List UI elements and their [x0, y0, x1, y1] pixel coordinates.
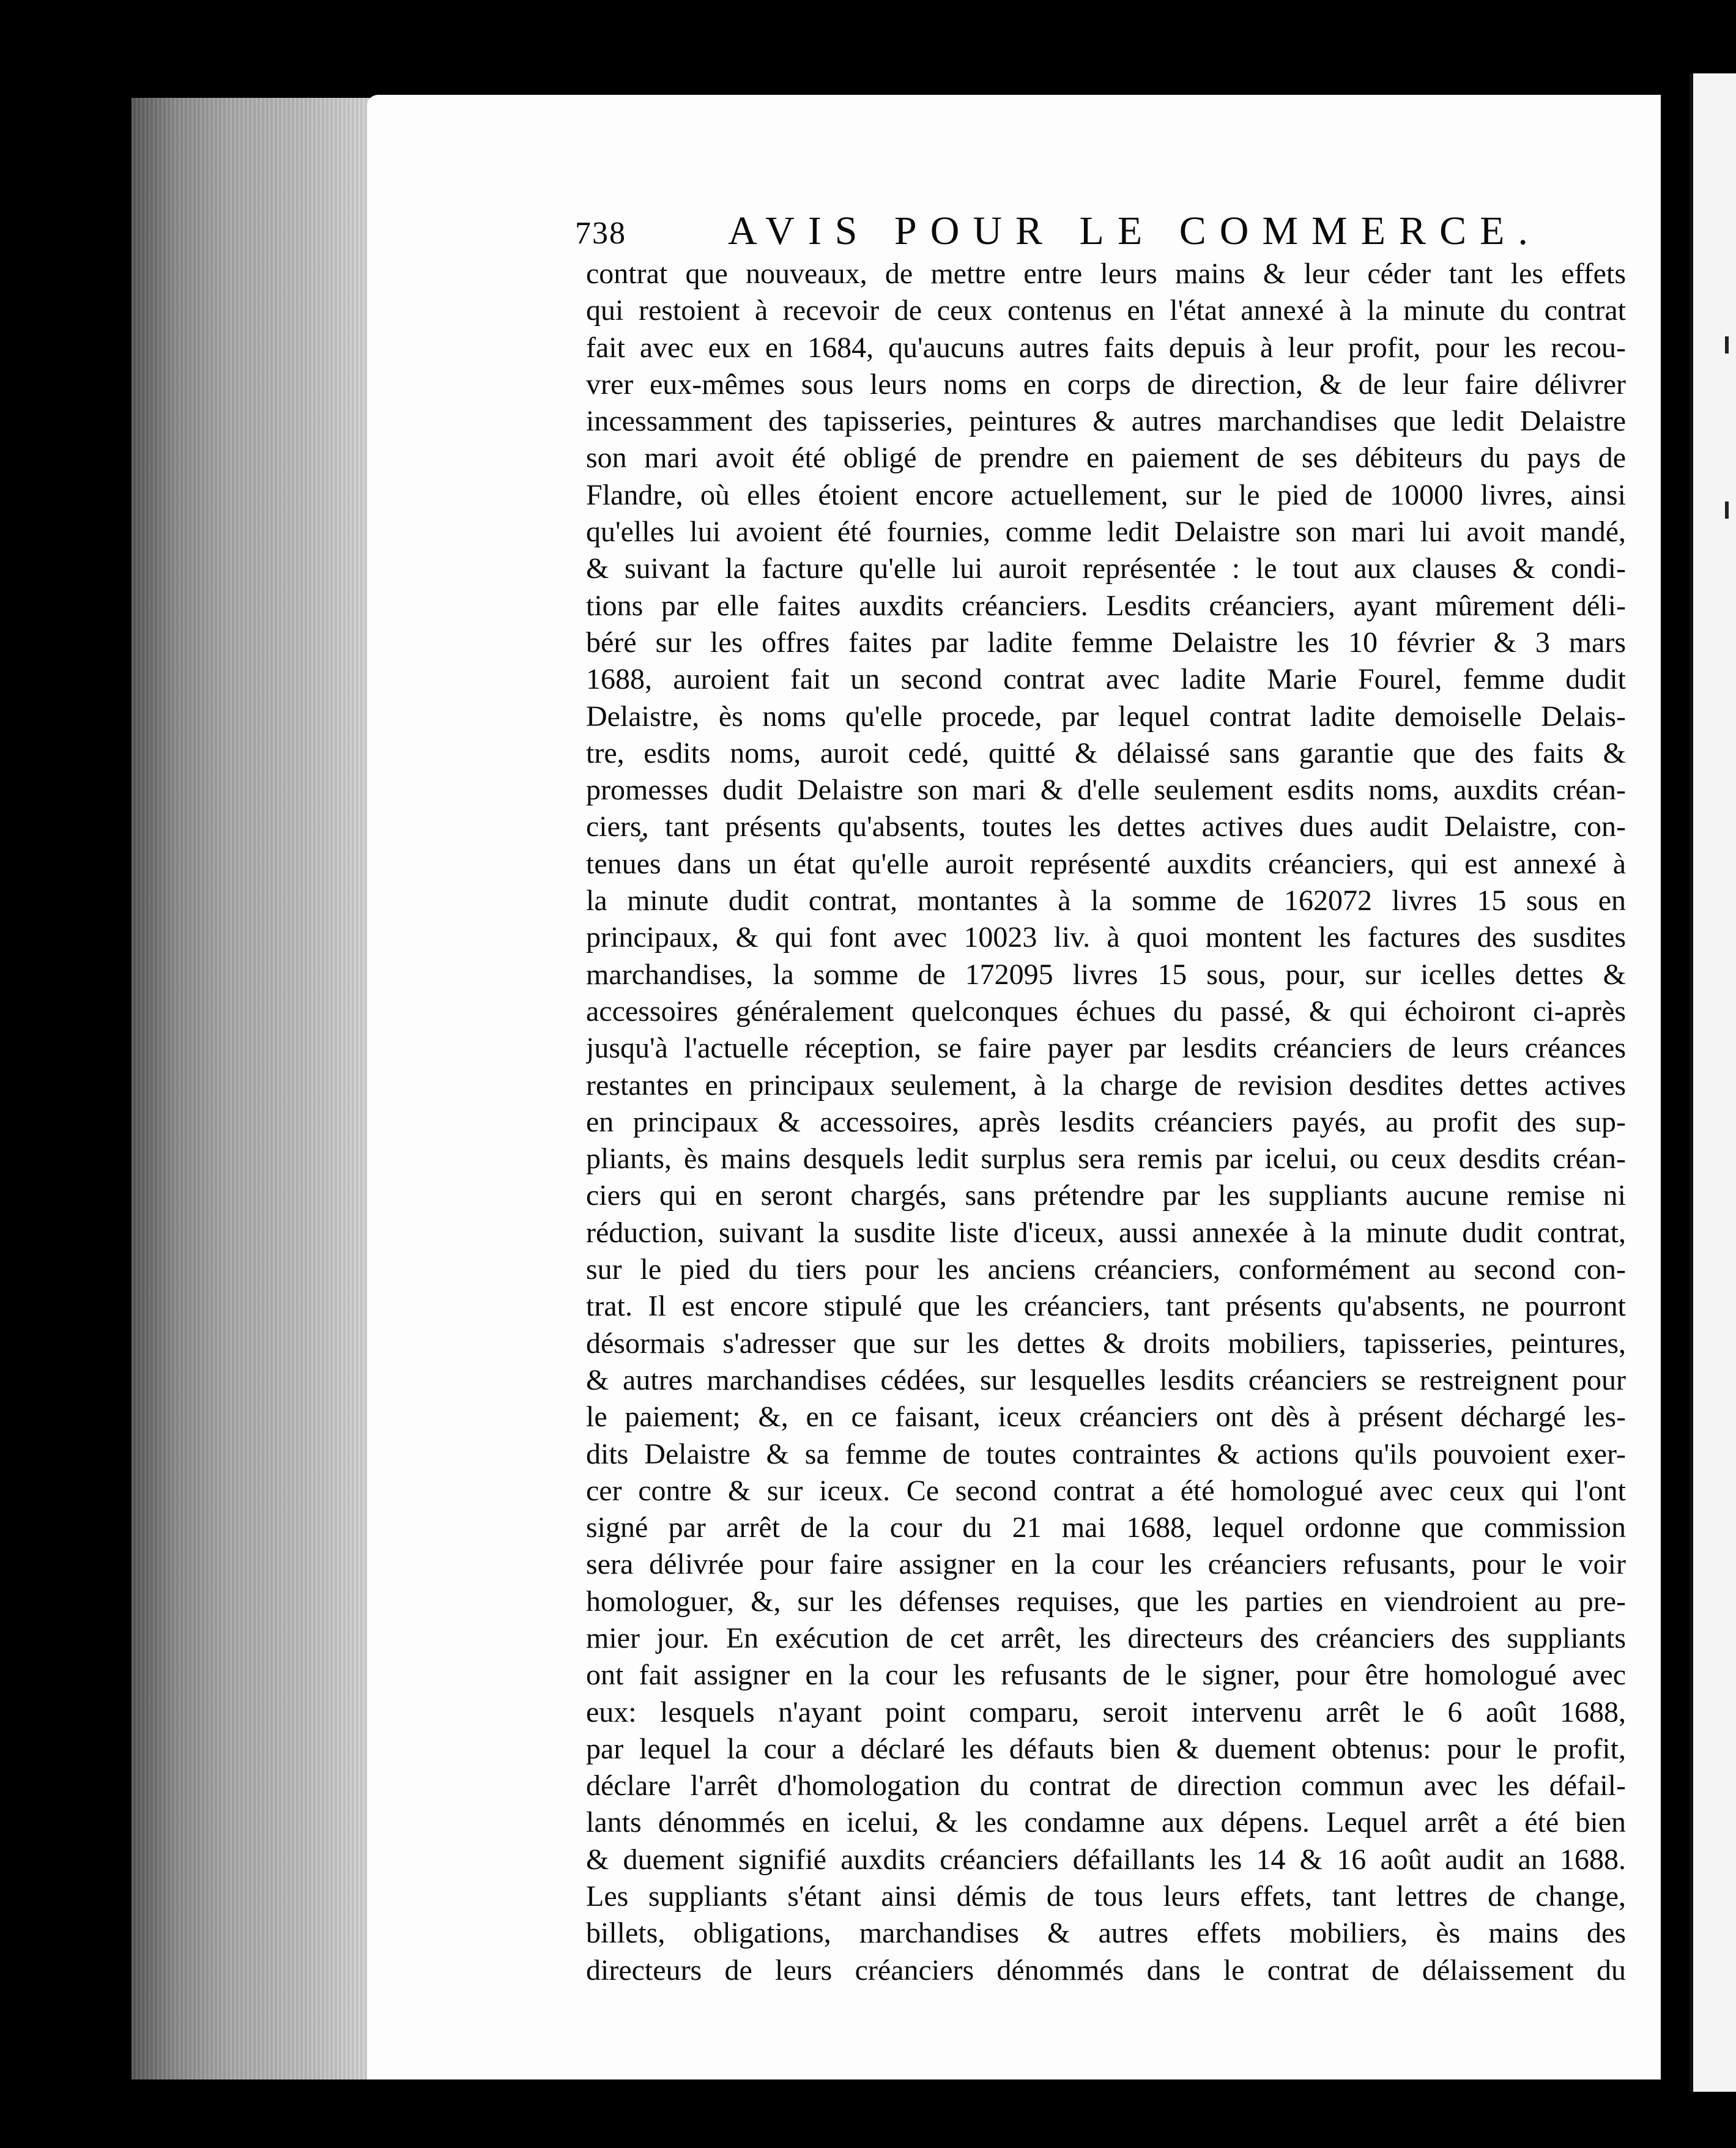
page-edge-texture — [132, 98, 376, 2079]
text-line: fait avec eux en 1684, qu'aucuns autres faits depuis à leur profit, pour les recou- — [586, 331, 1626, 364]
text-line: & autres marchandises cédées, sur lesquelles lesdits créanciers se restreignent pour — [586, 1363, 1626, 1396]
text-line: Flandre, où elles étoient encore actuellement, sur le pied de 10000 livres, ainsi — [586, 478, 1626, 511]
page-number: 738 — [575, 216, 626, 251]
text-line: le paiement; &, en ce faisant, iceux créanciers ont dès à présent déchargé les- — [586, 1401, 1626, 1434]
text-line: ciers, tant présents qu'absents, toutes les dettes actives dues audit Delaistre, con- — [586, 810, 1626, 843]
text-line: 1688, auroient fait un second contrat avec ladite Marie Fourel, femme dudit — [586, 663, 1626, 696]
page-edge-stack — [132, 98, 376, 2079]
text-line: qui restoient à recevoir de ceux contenus en l'état annexé à la minute du contrat — [586, 294, 1626, 327]
text-line: signé par arrêt de la cour du 21 mai 1688, lequel ordonne que commission — [586, 1511, 1626, 1544]
text-line: son mari avoit été obligé de prendre en paiement de ses débiteurs du pays de — [586, 442, 1626, 475]
text-line: promesses dudit Delaistre son mari & d'elle seulement esdits noms, auxdits créan- — [586, 774, 1626, 807]
text-line: mier jour. En exécution de cet arrêt, les directeurs des créanciers des suppliants — [586, 1621, 1626, 1654]
text-line: Les suppliants s'étant ainsi démis de tous leurs effets, tant lettres de change, — [586, 1880, 1626, 1913]
text-line: homologuer, &, sur les défenses requises, que les parties en viendroient au pre- — [586, 1585, 1626, 1618]
facing-page-edge — [1690, 73, 1736, 2092]
text-line: déclare l'arrêt d'homologation du contrat de direction commun avec les défail- — [586, 1769, 1626, 1802]
text-line: lants dénommés en icelui, & les condamne aux dépens. Lequel arrêt a été bien — [586, 1806, 1626, 1839]
text-line: cer contre & sur iceux. Ce second contrat a été homologué avec ceux qui l'ont — [586, 1474, 1626, 1507]
text-line: tenues dans un état qu'elle auroit représenté auxdits créanciers, qui est annexé à — [586, 847, 1626, 880]
text-line: ciers qui en seront chargés, sans prétendre par les suppliants aucune remise ni — [586, 1179, 1626, 1212]
text-line: trat. Il est encore stipulé que les créanciers, tant présents qu'absents, ne pourront — [586, 1290, 1626, 1323]
text-line: sur le pied du tiers pour les anciens créanciers, conformément au second con- — [586, 1253, 1626, 1286]
running-head-title: AVIS POUR LE COMMERCE. — [728, 209, 1541, 253]
text-line: marchandises, la somme de 172095 livres 15 sous, pour, sur icelles dettes & — [586, 958, 1626, 991]
facing-page-mark — [1725, 502, 1729, 519]
text-line: accessoires généralement quelconques échues du passé, & qui échoiront ci-après — [586, 994, 1626, 1028]
text-line: Delaistre, ès noms qu'elle procede, par lequel contrat ladite demoiselle Delais- — [586, 700, 1626, 733]
text-line: eux: lesquels n'ayant point comparu, seroit intervenu arrêt le 6 août 1688, — [586, 1695, 1626, 1728]
text-line: béré sur les offres faites par ladite femme Delaistre les 10 février & 3 mars — [586, 626, 1626, 659]
body-text — [586, 256, 1626, 1989]
text-line: en principaux & accessoires, après lesdits créanciers payés, au profit des sup- — [586, 1105, 1626, 1138]
text-line: par lequel la cour a déclaré les défauts bien & duement obtenus: pour le profit, — [586, 1732, 1626, 1765]
text-line: directeurs de leurs créanciers dénommés dans le contrat de délaissement du — [586, 1954, 1626, 1987]
text-line: désormais s'adresser que sur les dettes & droits mobiliers, tapisseries, peintures, — [586, 1327, 1626, 1360]
text-line: qu'elles lui avoient été fournies, comme ledit Delaistre son mari lui avoit mandé, — [586, 516, 1626, 549]
text-line: billets, obligations, marchandises & autres effets mobiliers, ès mains des — [586, 1917, 1626, 1950]
text-line: vrer eux-mêmes sous leurs noms en corps de direction, & de leur faire délivrer — [586, 368, 1626, 401]
running-head — [575, 208, 1541, 263]
text-line: contrat que nouveaux, de mettre entre leurs mains & leur céder tant les effets — [586, 257, 1626, 290]
text-line: la minute dudit contrat, montantes à la somme de 162072 livres 15 sous en — [586, 884, 1626, 917]
text-line: incessamment des tapisseries, peintures & autres marchandises que ledit Delaistre — [586, 405, 1626, 438]
text-line: restantes en principaux seulement, à la charge de revision desdites dettes actives — [586, 1068, 1626, 1102]
text-line: dits Delaistre & sa femme de toutes contraintes & actions qu'ils pouvoient exer- — [586, 1437, 1626, 1470]
text-line: réduction, suivant la susdite liste d'iceux, aussi annexée à la minute dudit contrat, — [586, 1216, 1626, 1249]
text-line: & suivant la facture qu'elle lui auroit représentée : le tout aux clauses & condi- — [586, 552, 1626, 585]
text-line: tions par elle faites auxdits créanciers. Lesdits créanciers, ayant mûrement déli- — [586, 589, 1626, 622]
text-line: ont fait assigner en la cour les refusants de le signer, pour être homologué avec — [586, 1659, 1626, 1692]
text-line: tre, esdits noms, auroit cedé, quitté & délaissé sans garantie que des faits & — [586, 736, 1626, 769]
facing-page-mark — [1725, 336, 1729, 354]
text-line: sera délivrée pour faire assigner en la cour les créanciers refusants, pour le voir — [586, 1548, 1626, 1581]
text-line: principaux, & qui font avec 10023 liv. à quoi montent les factures des susdites — [586, 921, 1626, 954]
text-line: pliants, ès mains desquels ledit surplus sera remis par icelui, ou ceux desdits créan- — [586, 1143, 1626, 1176]
text-line: & duement signifié auxdits créanciers défaillants les 14 & 16 août audit an 1688. — [586, 1843, 1626, 1876]
text-line: jusqu'à l'actuelle réception, se faire payer par lesdits créanciers de leurs créances — [586, 1032, 1626, 1065]
